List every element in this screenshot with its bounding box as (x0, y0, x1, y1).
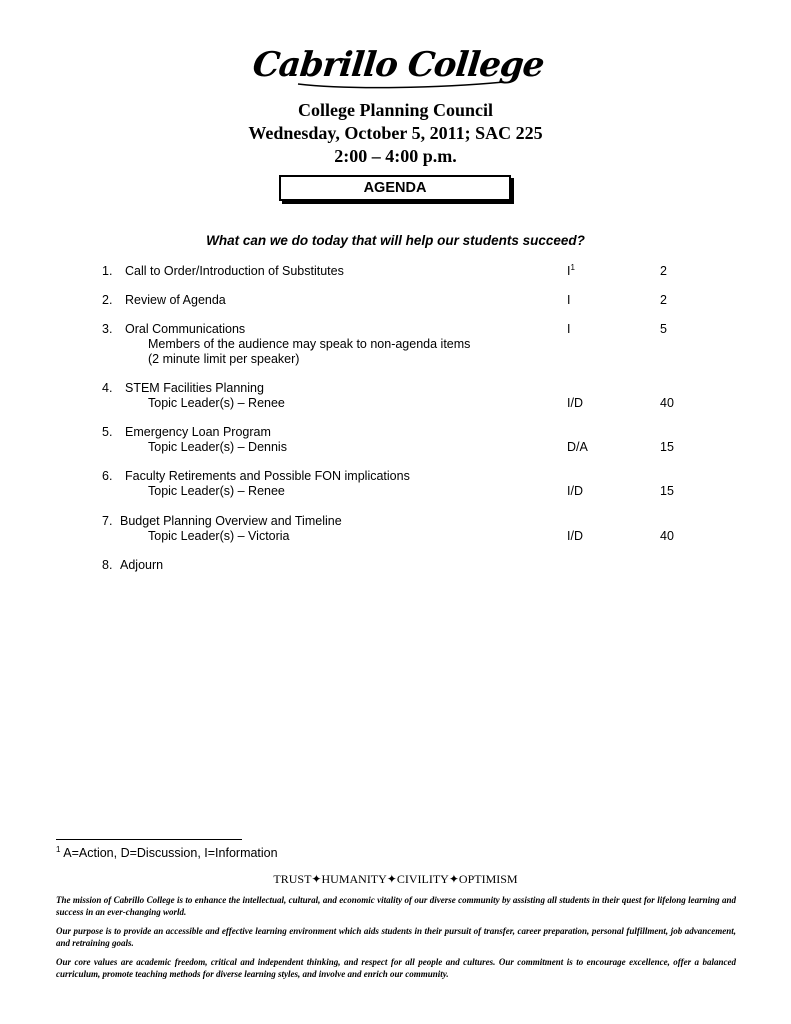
item-minutes: 5 (660, 322, 667, 336)
item-type: I/D (567, 396, 583, 410)
core-values-line: TRUST✦HUMANITY✦CIVILITY✦OPTIMISM (273, 872, 518, 886)
item-number: 6. (102, 469, 113, 483)
item-number: 8. (102, 558, 113, 572)
topic-leader: Topic Leader(s) – Renee (148, 484, 285, 498)
item-type: D/A (567, 440, 588, 454)
agenda-item-6 (0, 469, 791, 499)
item-title: STEM Facilities Planning (125, 381, 264, 395)
footnote (56, 846, 278, 860)
item-type: I/D (567, 529, 583, 543)
purpose-statement: Our purpose is to provide an accessible and effective learning environment which aids students in their pursuit of transfer, career preparation, personal fulfillment, job advancement, and retraining goals. (56, 926, 736, 948)
item-number: 3. (102, 322, 113, 336)
item-title: Budget Planning Overview and Timeline (120, 514, 342, 528)
item-minutes: 40 (660, 396, 674, 410)
item-number: 5. (102, 425, 113, 439)
item-title: Faculty Retirements and Possible FON implications (125, 469, 410, 483)
item-title: Call to Order/Introduction of Substitutes (125, 264, 344, 278)
item-type: I (567, 293, 571, 307)
item-number: 2. (102, 293, 113, 307)
item-title: Oral Communications (125, 322, 246, 336)
agenda-item-2 (0, 293, 791, 308)
mission-statement: The mission of Cabrillo College is to enhance the intellectual, cultural, and economic vitality of our diverse community by assisting all students in their quest for lifelong learning and success in an ever-changing world. (56, 895, 736, 917)
item-minutes: 2 (660, 264, 667, 278)
item-number: 7. (102, 514, 113, 528)
topic-leader: Topic Leader(s) – Victoria (148, 529, 290, 543)
agenda-item-4 (0, 381, 791, 411)
guiding-question: What can we do today that will help our students succeed? (206, 233, 585, 248)
topic-leader: Topic Leader(s) – Dennis (148, 440, 287, 454)
agenda-item-3 (0, 322, 791, 367)
item-minutes: 2 (660, 293, 667, 307)
cabrillo-college-logo (250, 38, 546, 100)
item-number: 1. (102, 264, 113, 278)
footnote-divider (56, 839, 242, 840)
agenda-item-7 (0, 514, 791, 544)
core-values-statement: Our core values are academic freedom, critical and independent thinking, and respect for all people and cultures. Our commitment is to encourage excellence, offer a balanced curriculum, promote teaching methods for diverse learning styles, and involve and enrich our community. (56, 957, 736, 979)
footnote-reference: 1 (570, 263, 575, 272)
item-detail: Members of the audience may speak to non-agenda items (148, 337, 471, 351)
item-title: Review of Agenda (125, 293, 226, 307)
agenda-item-1 (0, 264, 791, 279)
item-type: I/D (567, 484, 583, 498)
item-type: $I^1$ (567, 263, 575, 278)
item-minutes: 40 (660, 529, 674, 543)
topic-leader: Topic Leader(s) – Renee (148, 396, 285, 410)
item-minutes: 15 (660, 440, 674, 454)
svg-text:Cabrillo College: Cabrillo College (250, 45, 546, 85)
item-detail: (2 minute limit per speaker) (148, 352, 300, 366)
item-title: Adjourn (120, 558, 164, 572)
meeting-time: 2:00 – 4:00 p.m. (334, 146, 457, 166)
council-title: College Planning Council (297, 100, 494, 120)
agenda-item-8 (0, 558, 791, 573)
item-minutes: 15 (660, 484, 674, 498)
agenda-item-5 (0, 425, 791, 455)
agenda-label-box: AGENDA (279, 175, 511, 201)
footnote-mark: 1 (56, 845, 61, 854)
item-title: Emergency Loan Program (125, 425, 271, 439)
item-type: I (567, 322, 571, 336)
footnote-text: A=Action, D=Discussion, I=Information (63, 846, 278, 860)
item-number: 4. (102, 381, 113, 395)
meeting-date-location: Wednesday, October 5, 2011; SAC 225 (248, 123, 543, 143)
